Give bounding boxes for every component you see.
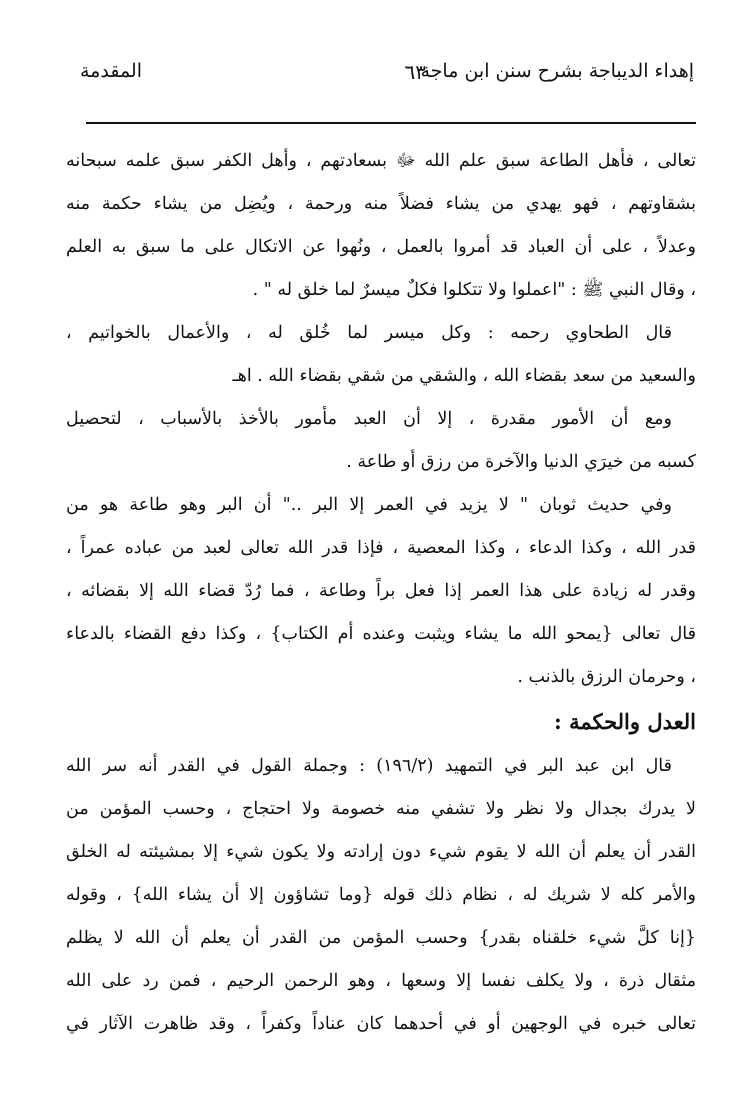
running-header — [80, 60, 694, 94]
text-line: وعدلاً ، على أن العباد قد أمروا بالعمل ، ونُهوا عن الاتكال على ما سبق به العلم — [66, 237, 696, 257]
text-line: مثقال ذرة ، ولا يكلف نفسا إلا وسعها ، وهو الرحمن الرحيم ، فمن رد على الله — [66, 971, 696, 991]
book-title: إهداء الديباجة بشرح سنن ابن ماجة — [420, 60, 694, 82]
text-line: كسبه من خيرَي الدنيا والآخرة من رزق أو طاعة . — [346, 452, 696, 472]
text-line: القدر أن يعلم أن الله لا يقوم شيء دون إرادته ولا يكون شيء إلا بمشيئته له الخلق — [66, 842, 696, 862]
text-line: قال ابن عبد البر في التمهيد (١٩٦/٢) : وجملة القول في القدر أنه سر الله — [66, 756, 673, 776]
text-line: قدر الله ، وكذا الدعاء ، وكذا المعصية ، فإذا قدر الله تعالى لعبد من عباده عمراً ، — [66, 538, 696, 558]
text-line: ، وحرمان الرزق بالذنب . — [517, 667, 696, 687]
text-line: لا يدرك بجدال ولا نظر ولا تشفي منه خصومة ولا احتجاج ، وحسب المؤمن من — [66, 799, 696, 819]
text-line: ، وقال النبي ﷺ : "اعملوا ولا تتكلوا فكلٌ ميسرٌ لما خلق له " . — [252, 280, 696, 300]
text-line: {إنا كلَّ شيء خلقناه بقدر} وحسب المؤمن من القدر أن يعلم أن الله لا يظلم — [66, 928, 696, 948]
text-line: والسعيد من سعد بقضاء الله ، والشقي من شقي بقضاء الله . اهـ — [232, 366, 696, 386]
page-body — [66, 140, 696, 1046]
section-title: المقدمة — [80, 60, 143, 82]
text-line: بشقاوتهم ، فهو يهدي من يشاء فضلاً منه ورحمة ، ويُضِل من يشاء حكمة منه — [66, 194, 696, 214]
text-line: تعالى خبره في الوجهين أو في أحدهما كان عناداً وكفراً ، وقد ظاهرت الآثار في — [66, 1014, 696, 1034]
section-heading: العدل والحكمة : — [554, 709, 696, 734]
header-rule — [86, 122, 696, 124]
text-line: والأمر كله لا شريك له ، نظام ذلك قوله {وما تشاؤون إلا أن يشاء الله} ، وقوله — [66, 885, 696, 905]
text-line: ومع أن الأمور مقدرة ، إلا أن العبد مأمور بالأخذ بالأسباب ، لتحصيل — [66, 409, 672, 429]
text-line: قال الطحاوي رحمه : وكل ميسر لما خُلق له ، والأعمال بالخواتيم ، — [66, 323, 672, 343]
page-number: ٦٣ — [404, 60, 426, 84]
text-line: وفي حديث ثوبان " لا يزيد في العمر إلا البر .." أن البر وهو طاعة هو من — [66, 495, 672, 515]
text-line: وقدر له زيادة على هذا العمر إذا فعل براً وطاعة ، فما رُدّ قضاء الله إلا بقضائه ، — [66, 581, 696, 601]
text-line: قال تعالى {يمحو الله ما يشاء ويثبت وعنده أم الكتاب} ، وكذا دفع القضاء بالدعاء — [66, 624, 696, 644]
text-line: تعالى ، فأهل الطاعة سبق علم الله ﷻ بسعادتهم ، وأهل الكفر سبق علمه سبحانه — [66, 151, 696, 171]
